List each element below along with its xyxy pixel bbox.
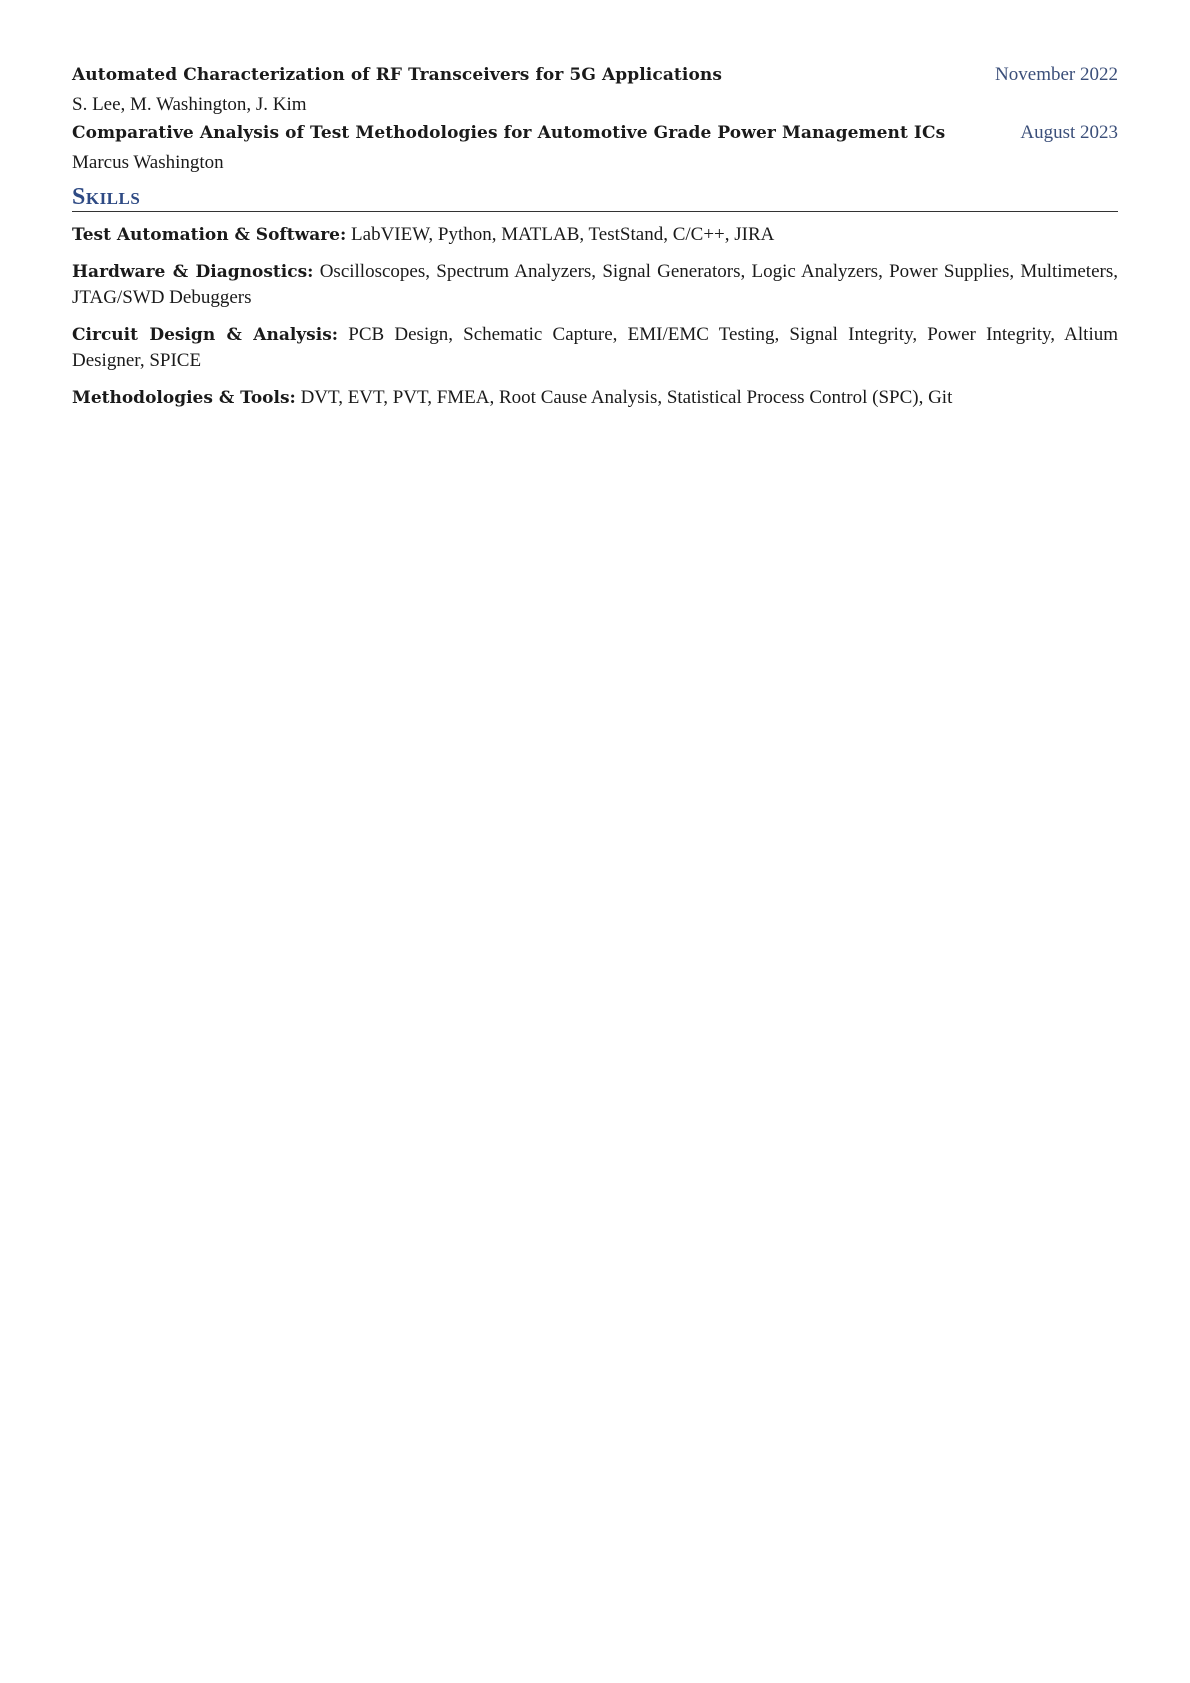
skill-label: Circuit Design & Analysis: <box>72 325 339 345</box>
skill-label: Test Automation & Software: <box>72 225 347 245</box>
skill-item <box>72 259 1118 311</box>
publication-header <box>72 122 1118 144</box>
section-divider <box>72 211 1118 212</box>
publication-authors: S. Lee, M. Washington, J. Kim <box>72 94 307 115</box>
publication-entry <box>72 122 1118 174</box>
publication-date: August 2023 <box>1020 122 1118 143</box>
skill-label: Methodologies & Tools: <box>72 388 296 408</box>
skill-item <box>72 322 1118 374</box>
publication-header <box>72 64 1118 86</box>
skill-value: PCB Design, Schematic Capture, EMI/EMC Testing, Signal Integrity, Power Integrity, Altium Designer, SPICE <box>72 324 1119 371</box>
publication-entry <box>72 64 1118 116</box>
publication-title: Comparative Analysis of Test Methodologies for Automotive Grade Power Management ICs <box>72 123 946 143</box>
skill-item <box>72 222 1118 248</box>
skill-value: LabVIEW, Python, MATLAB, TestStand, C/C++, JIRA <box>351 224 775 245</box>
skill-item <box>72 385 1118 411</box>
skills-section-title: Skills <box>72 184 141 210</box>
skill-value: DVT, EVT, PVT, FMEA, Root Cause Analysis, Statistical Process Control (SPC), Git <box>300 387 953 408</box>
skill-value: Oscilloscopes, Spectrum Analyzers, Signal Generators, Logic Analyzers, Power Supplies, Multimeters, JTAG/SWD Debuggers <box>72 261 1118 308</box>
publication-date: November 2022 <box>995 64 1118 85</box>
publication-authors: Marcus Washington <box>72 152 224 173</box>
resume-page <box>72 64 1118 422</box>
publication-title: Automated Characterization of RF Transceivers for 5G Applications <box>72 65 723 85</box>
skill-label: Hardware & Diagnostics: <box>72 262 314 282</box>
